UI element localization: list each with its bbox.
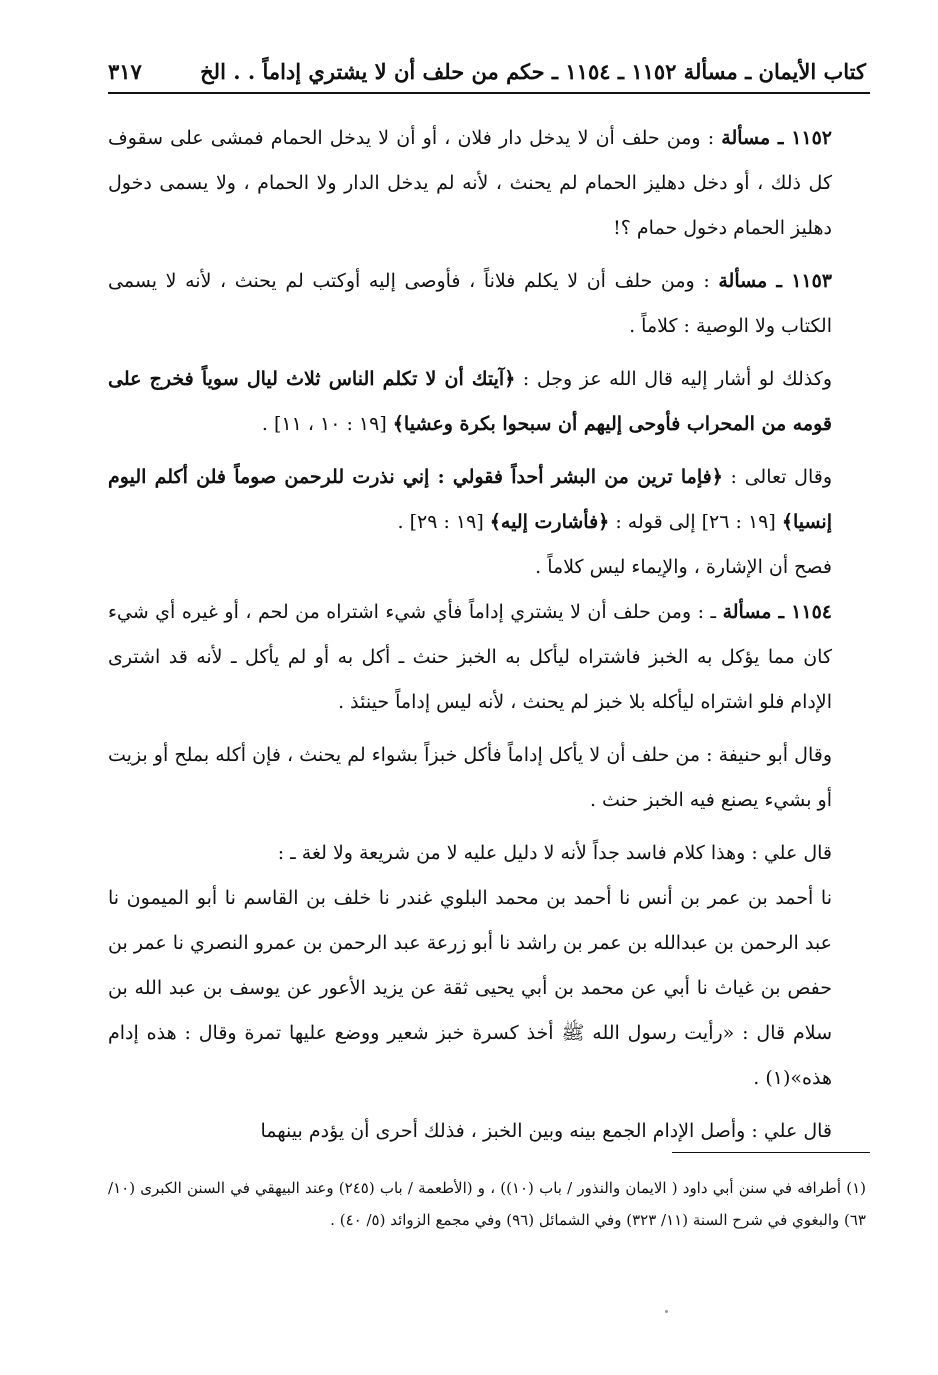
paragraph-quran-2 [108,455,866,545]
verse-reference: [١٩ : ٢٦] إلى قوله : [609,511,782,533]
paragraph-text: وقال أبو حنيفة : من حلف أن لا يأكل إداماً فأكل خبزاً بشواء لم يحنث ، فإن أكله بملح أو بزيت أو بشيء يصنع فيه الخبز حنث . [108,744,832,811]
paragraph-text: قال علي : وهذا كلام فاسد جداً لأنه لا دليل عليه لا من شريعة ولا لغة ـ : [277,842,832,864]
paragraph-masala-1154 [108,590,866,725]
scan-speck [665,1310,668,1313]
header-rule [108,92,870,94]
footnote-rule [672,1152,870,1153]
paragraph-masala-1153 [108,259,866,349]
paragraph-text: ـ : ومن حلف أن لا يشتري إداماً فأي شيء اشتراه من لحم ، أو غيره أي شيء كان مما يؤكل به الخبز فاشتراه ليأكل به الخبز حنث ـ أكل به أو لم يأكل ـ لأنه قد اشترى الإدام فلو اشتراه ليأكله بلا خبز لم يحنث ، لأنه ليس إداماً حينئذ . [108,601,832,713]
masala-label: ١١٥٣ ـ مسألة [718,270,833,292]
footnote: (١) أطرافه في سنن أبي داود ( الايمان والنذور / باب (١٠)) ، و (الأطعمة / باب (٢٤٥) وعند البيهقي في السنن الكبرى (١٠/ ٦٣) والبغوي في شرح السنة (١١/ ٣٢٣) وفي الشمائل (٩٦) وفي مجمع الزوائد (٥/ ٤٠) . [108,1179,866,1229]
verse-reference: [١٩ : ١٠ ، ١١] . [261,413,393,435]
paragraph-quran-1 [108,357,866,447]
paragraph-masala-1152 [108,116,866,251]
masala-label: ١١٥٢ ـ مسألة [721,127,833,149]
paragraph-text: قال علي : وأصل الإدام الجمع بينه وبين الخبز ، فذلك أحرى أن يؤدم بينهما [260,1120,832,1142]
running-title: كتاب الأيمان ـ مسألة ١١٥٢ ـ ١١٥٤ ـ حكم من حلف أن لا يشتري إداماً . . الخ [200,59,866,84]
quran-quote: ﴿فإما ترين من البشر أحداً فقولي : إني نذرت للرحمن صوماً فلن أكلم اليوم إنسيا﴾ [108,466,832,533]
verse-reference: [١٩ : ٢٩] . [397,511,490,533]
paragraph-text: : ومن حلف أن لا يكلم فلاناً ، فأوصى إليه أوكتب لم يحنث ، لأنه لا يسمى الكتاب ولا الوصية : كلاماً . [108,270,832,337]
paragraph-isnad [108,876,866,1101]
paragraph-ali-2 [108,1109,866,1154]
page-number: ٣١٧ [108,59,142,84]
main-text [108,116,866,1162]
quran-quote: ﴿فأشارت إليه﴾ [489,511,610,533]
paragraph-text: وقال تعالى : [722,466,832,488]
paragraph-text: : ومن حلف أن لا يدخل دار فلان ، أو أن لا يدخل الحمام فمشى على سقوف كل ذلك ، أو دخل دهليز الحمام لم يحنث ، لأنه لم يدخل الدار ولا الحمام ، ولا يسمى دخول دهليز الحمام دخول حمام ؟! [108,127,832,239]
paragraph-text: فصح أن الإشارة ، والإيماء ليس كلاماً . [535,556,832,578]
running-head [108,44,866,84]
paragraph-text: نا أحمد بن عمر بن أنس نا أحمد بن محمد البلوي غندر نا خلف بن القاسم نا أبو الميمون نا عبد الرحمن بن عبدالله بن عمر بن راشد نا أبو زرعة عبد الرحمن بن عمرو النصري نا عمر بن حفص بن غياث نا أبي عن محمد بن أبي يحيى ثقة عن يزيد الأعور عن يوسف بن عبد الله بن سلام قال : «رأيت رسول الله ﷺ أخذ كسرة خبز شعير ووضع عليها تمرة وقال : هذه إدام هذه»(١) . [108,887,832,1089]
paragraph-conclusion [108,545,866,590]
paragraph-abu-hanifa [108,733,866,823]
paragraph-text: وكذلك لو أشار إليه قال الله عز وجل : [515,368,832,390]
paragraph-ali-1 [108,831,866,876]
masala-label: ١١٥٤ ـ مسألة [722,601,832,623]
quran-quote: ﴿آيتك أن لا تكلم الناس ثلاث ليال سوياً فخرج على قومه من المحراب فأوحى إليهم أن سبحوا بكرة وعشيا﴾ [108,368,832,435]
